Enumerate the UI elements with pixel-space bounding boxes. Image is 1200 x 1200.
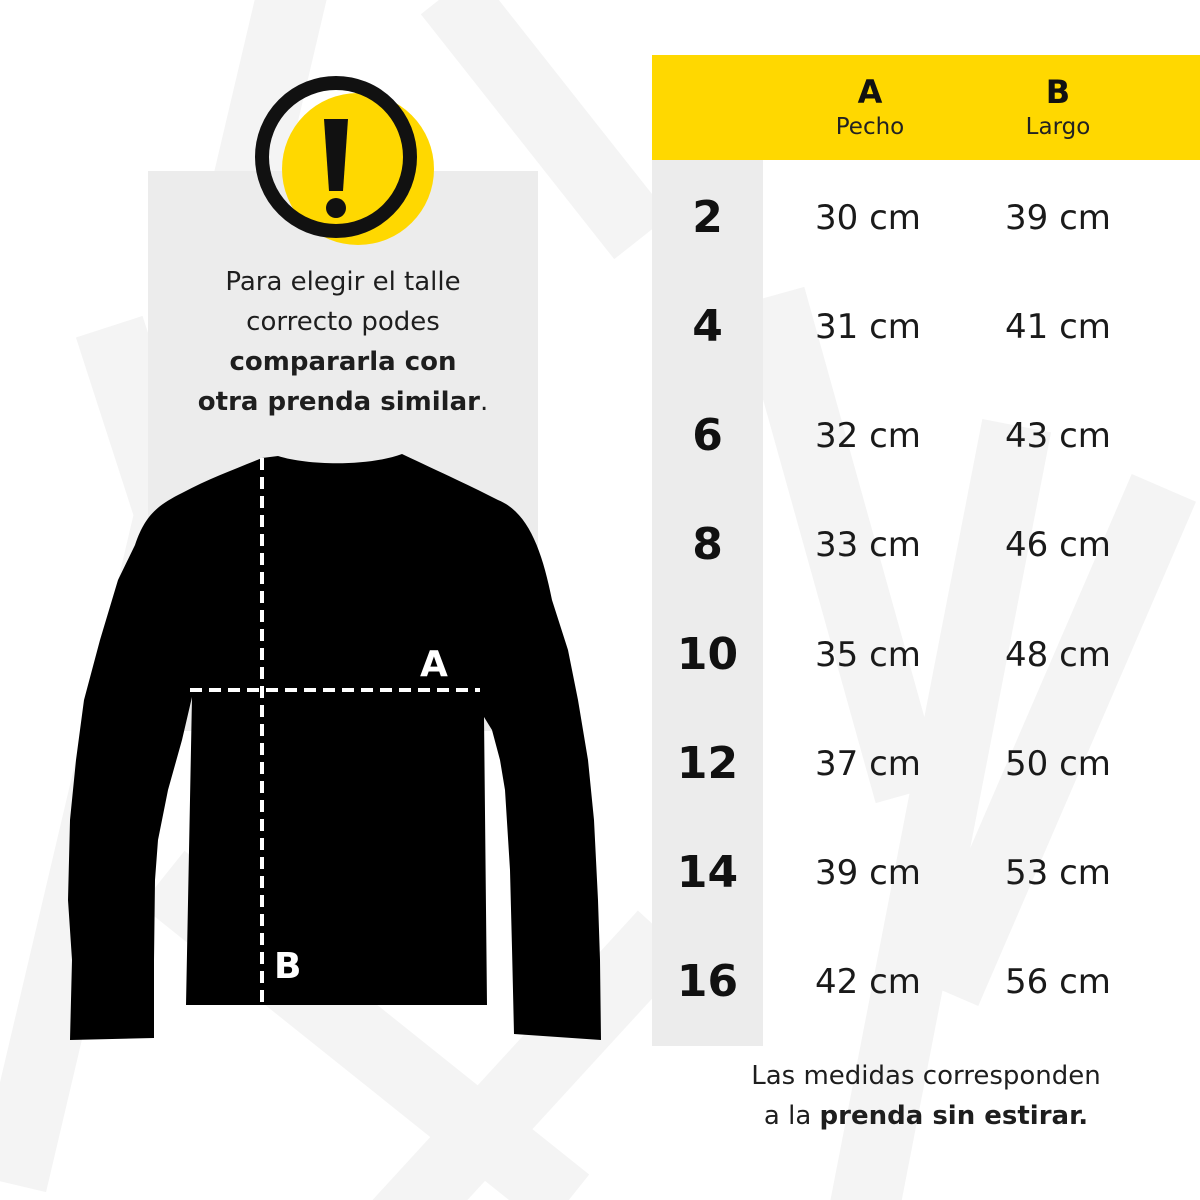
instructions-bold-2: otra prenda similar: [197, 387, 480, 417]
instructions-text: [148, 262, 538, 422]
chest-cell: 33 cm: [815, 525, 921, 565]
footnote-prefix: a la: [763, 1101, 820, 1131]
instructions-line-1: Para elegir el talle: [225, 267, 461, 297]
footnote-line-1: Las medidas corresponden: [751, 1061, 1101, 1091]
size-cell: 16: [676, 956, 739, 1007]
footnote: [652, 1056, 1200, 1136]
size-cell: 4: [692, 301, 723, 352]
chest-cell: 35 cm: [815, 635, 921, 675]
table-row: [652, 709, 1200, 818]
length-cell: 41 cm: [1005, 307, 1111, 347]
table-row: [652, 272, 1200, 381]
column-header-a: [780, 72, 960, 142]
chest-cell: 42 cm: [815, 962, 921, 1002]
length-cell: 43 cm: [1005, 416, 1111, 456]
length-cell: 39 cm: [1005, 198, 1111, 238]
size-cell: 2: [692, 192, 723, 243]
instructions-bold-1: compararla con: [229, 347, 457, 377]
sweatshirt-silhouette: [68, 454, 601, 1040]
column-b-letter: B: [1045, 73, 1071, 111]
table-row: [652, 818, 1200, 927]
column-header-b: [968, 72, 1148, 142]
size-cell: 6: [692, 410, 723, 461]
table-row: [652, 163, 1200, 272]
measure-label-a: A: [420, 644, 448, 685]
table-row: [652, 927, 1200, 1036]
column-a-letter: A: [857, 73, 883, 111]
table-row: [652, 490, 1200, 599]
chest-cell: 30 cm: [815, 198, 921, 238]
size-table-header: [652, 55, 1200, 160]
table-row: [652, 381, 1200, 490]
chest-cell: 32 cm: [815, 416, 921, 456]
size-cell: 8: [692, 519, 723, 570]
table-row: [652, 600, 1200, 709]
instructions-suffix: .: [479, 387, 489, 417]
measure-label-b: B: [274, 946, 302, 987]
length-cell: 56 cm: [1005, 962, 1111, 1002]
size-cell: 10: [676, 629, 739, 680]
chest-cell: 37 cm: [815, 744, 921, 784]
warning-icon: [250, 75, 440, 255]
length-cell: 50 cm: [1005, 744, 1111, 784]
chest-cell: 31 cm: [815, 307, 921, 347]
column-b-name: Largo: [1025, 114, 1091, 140]
length-cell: 48 cm: [1005, 635, 1111, 675]
size-cell: 12: [676, 738, 739, 789]
instructions-line-2: correcto podes: [246, 307, 440, 337]
length-cell: 46 cm: [1005, 525, 1111, 565]
chest-cell: 39 cm: [815, 853, 921, 893]
sweatshirt-illustration: [0, 440, 640, 1060]
column-a-name: Pecho: [835, 114, 905, 140]
footnote-bold: prenda sin estirar.: [819, 1101, 1089, 1131]
size-cell: 14: [676, 847, 739, 898]
length-cell: 53 cm: [1005, 853, 1111, 893]
